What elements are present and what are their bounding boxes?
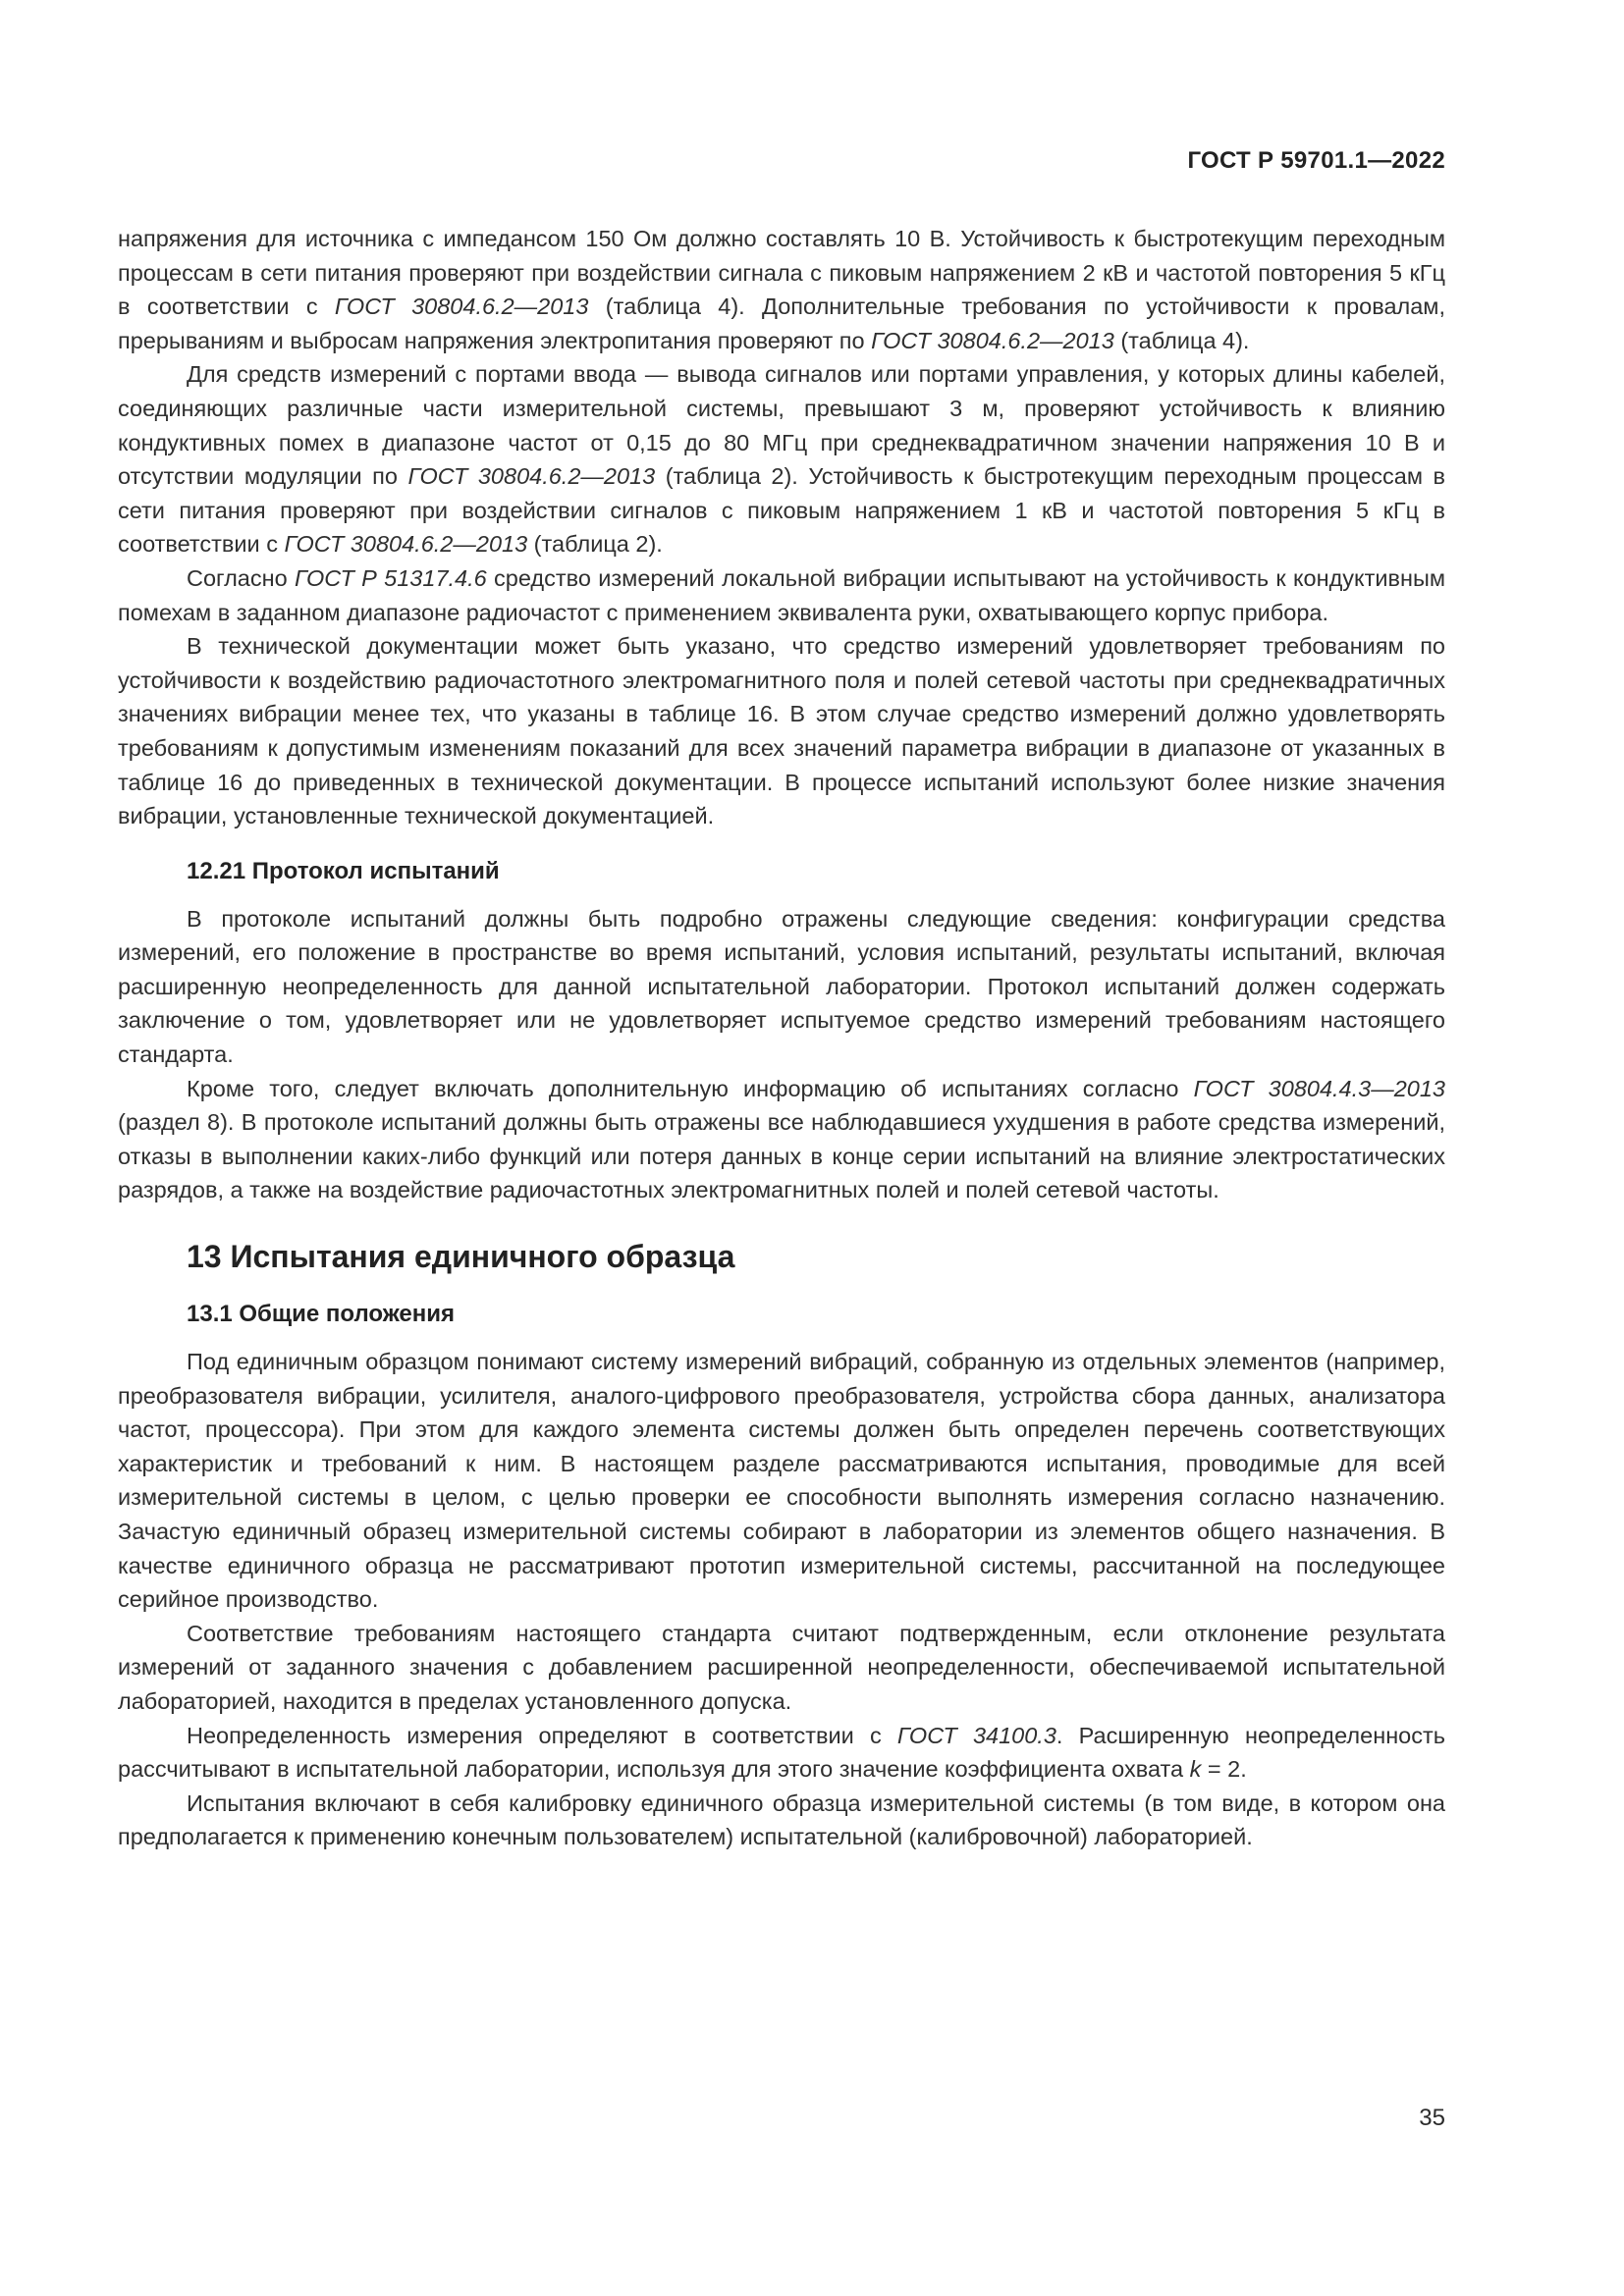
paragraph: Соответствие требованиям настоящего стандарта считают подтвержденным, если отклонение результата измерений от заданного значения с добавлением расширенной неопределенности, обеспечиваемой испытательной лабораторией, находится в пределах установленного допуска. <box>118 1620 1445 1714</box>
paragraph: Испытания включают в себя калибровку единичного образца измерительной системы (в том виде, в котором она предполагается к применению конечным пользователем) испытательной (калибровочной) лабораторией. <box>118 1789 1445 1850</box>
section-heading: 13 Испытания единичного образца <box>187 1239 735 1275</box>
paragraph: Под единичным образцом понимают систему измерений вибраций, собранную из отдельных элементов (например, преобразователя вибрации, усилителя, аналого-цифрового преобразователя, устройства сбора данных, анализатора частот, процессора). При этом для каждого элемента системы должен быть определен перечень соответствующих характеристик и требований к ним. В настоящем разделе рассматриваются испытания, проводимые для всей измерительной системы в целом, с целью проверки ее способности выполнять измерения согласно назначению. Зачастую единичный образец измерительной системы собирают в лаборатории из элементов общего назначения. В качестве единичного образца не рассматривают прототип измерительной системы, рассчитанной на последующее серийное производство. <box>118 1349 1445 1613</box>
paragraph: Кроме того, следует включать дополнительную информацию об испытаниях согласно ГОСТ 30804.4.3—2013 (раздел 8). В протоколе испытаний должны быть отражены все наблюдавшиеся ухудшения в работе средства измерений, отказы в выполнении каких-либо функций или потеря данных в конце серии испытаний на влияние электростатических разрядов, а также на воздействие радиочастотных электромагнитных полей и полей сетевой частоты. <box>118 1075 1445 1203</box>
document-number: ГОСТ Р 59701.1—2022 <box>1187 147 1445 174</box>
paragraph: В технической документации может быть указано, что средство измерений удовлетворяет требованиям по устойчивости к воздействию радиочастотного электромагнитного поля и полей сетевой частоты при среднеквадратичных значениях вибрации менее тех, что указаны в таблице 16. В этом случае средство измерений должно удовлетворять требованиям к допустимым изменениям показаний для всех значений параметра вибрации в диапазоне от указанных в таблице 16 до приведенных в технической документации. В процессе испытаний используют более низкие значения вибрации, установленные технической документацией. <box>118 633 1445 829</box>
subsection-heading: 13.1 Общие положения <box>187 1301 456 1328</box>
document-body <box>118 222 1445 1854</box>
subsection-heading: 12.21 Протокол испытаний <box>187 857 500 884</box>
page-number: 35 <box>1419 2105 1445 2131</box>
paragraph: Неопределенность измерения определяют в соответствии с ГОСТ 34100.3. Расширенную неопределенность рассчитывают в испытательной лаборатории, используя для этого значение коэффициента охвата k = 2. <box>118 1722 1446 1783</box>
paragraph: Согласно ГОСТ Р 51317.4.6 средство измерений локальной вибрации испытывают на устойчивость к кондуктивным помехам в заданном диапазоне радиочастот с применением эквивалента руки, охватывающего корпус прибора. <box>118 564 1445 625</box>
paragraph: Для средств измерений с портами ввода — вывода сигналов или портами управления, у которых длины кабелей, соединяющих различные части измерительной системы, превышают 3 м, проверяют устойчивость к влиянию кондуктивных помех в диапазоне частот от 0,15 до 80 МГц при среднеквадратичном значении напряжения 10 В и отсутствии модуляции по ГОСТ 30804.6.2—2013 (таблица 2). Устойчивость к быстротекущим переходным процессам в сети питания проверяют при воздействии сигналов с пиковым напряжением 1 кВ и частотой повторения 5 кГц в соответствии с ГОСТ 30804.6.2—2013 (таблица 2). <box>118 361 1446 558</box>
paragraph: В протоколе испытаний должны быть подробно отражены следующие сведения: конфигурации средства измерений, его положение в пространстве во время испытаний, условия испытаний, результаты испытаний, включая расширенную неопределенность для данной испытательной лаборатории. Протокол испытаний должен содержать заключение о том, удовлетворяет или не удовлетворяет испытуемое средство измерений требованиям настоящего стандарта. <box>118 905 1445 1068</box>
paragraph: напряжения для источника с импедансом 150 Ом должно составлять 10 В. Устойчивость к быстротекущим переходным процессам в сети питания проверяют при воздействии сигнала с пиковым напряжением 2 кВ и частотой повторения 5 кГц в соответствии с ГОСТ 30804.6.2—2013 (таблица 4). Дополнительные требования по устойчивости к провалам, прерываниям и выбросам напряжения электропитания проверяют по ГОСТ 30804.6.2—2013 (таблица 4). <box>118 226 1445 353</box>
